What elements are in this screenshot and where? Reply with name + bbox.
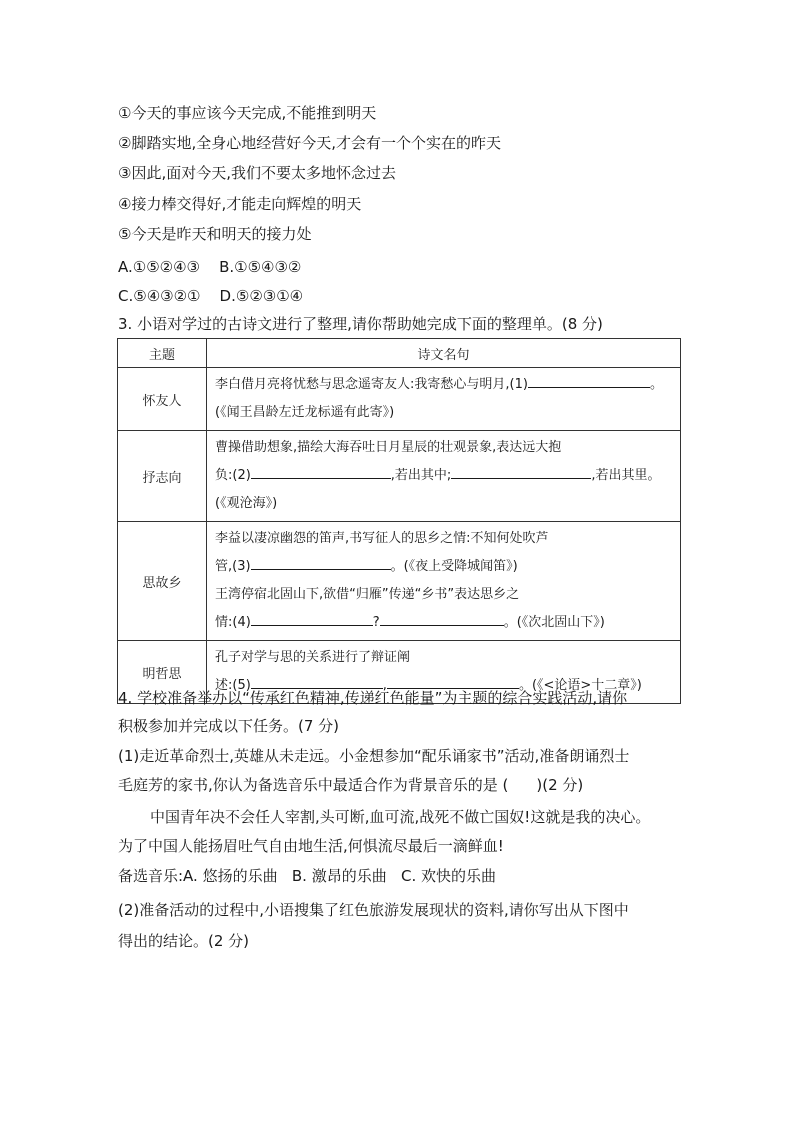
source: (《观沧海》) xyxy=(215,496,278,511)
content-cell xyxy=(207,431,681,522)
text: ,若出其中; xyxy=(390,468,452,483)
text: 王湾停宿北固山下,欲借“归雁”传递“乡书”表达思乡之 xyxy=(215,587,520,602)
order-item-2: ②脚踏实地,全身心地经营好今天,才会有一个个实在的昨天 xyxy=(118,134,501,152)
text: 。 xyxy=(649,377,663,392)
topic-cell: 抒志向 xyxy=(118,431,207,522)
text: 管,(3) xyxy=(215,559,251,574)
order-item-5: ⑤今天是昨天和明天的接力处 xyxy=(118,225,312,243)
content-cell xyxy=(207,522,681,641)
text: ? xyxy=(372,615,380,630)
letter-line-2: 为了中国人能扬眉吐气自由地生活,何惧流尽最后一滴鲜血! xyxy=(118,837,504,855)
q4-stem-2: 积极参加并完成以下任务。(7 分) xyxy=(118,717,340,735)
text: 。(《夜上受降城闻笛》) xyxy=(390,559,518,574)
blank-4a[interactable] xyxy=(251,610,373,626)
q3-stem: 3. 小语对学过的古诗文进行了整理,请你帮助她完成下面的整理单。(8 分) xyxy=(118,315,603,333)
blank-2b[interactable] xyxy=(451,463,591,479)
text: 李益以凄凉幽怨的笛声,书写征人的思乡之情:不知何处吹芦 xyxy=(215,531,549,546)
options-line-1: A.①⑤②④③ B.①⑤④③② xyxy=(118,258,302,276)
blank-3[interactable] xyxy=(251,554,391,570)
order-item-4: ④接力棒交得好,才能走向辉煌的明天 xyxy=(118,195,362,213)
header-topic: 主题 xyxy=(118,339,207,368)
order-item-3: ③因此,面对今天,我们不要太多地怀念过去 xyxy=(118,164,396,182)
blank-5a[interactable] xyxy=(251,673,383,689)
letter-line-1: 中国青年决不会任人宰割,头可断,血可流,战死不做亡国奴!这就是我的决心。 xyxy=(150,808,651,826)
blank-5b[interactable] xyxy=(387,673,519,689)
text: 。(《<论语>十二章》) xyxy=(518,678,642,693)
music-options: 备选音乐:A. 悠扬的乐曲 B. 激昂的乐曲 C. 欢快的乐曲 xyxy=(118,867,497,885)
text: 述:(5) xyxy=(215,678,251,693)
q4-stem-1: 4. 学校准备举办以“传承红色精神,传递红色能量”为主题的综合实践活动,请你 xyxy=(118,689,628,707)
text: 孔子对学与思的关系进行了辩证阐 xyxy=(215,650,411,665)
q4-part1-line2 xyxy=(118,775,583,795)
text: 曹操借助想象,描绘大海吞吐日月星辰的壮观景象,表达远大抱 xyxy=(215,440,562,455)
text: ,若出其里。 xyxy=(591,468,661,483)
options-line-2: C.⑤④③②① D.⑤②③①④ xyxy=(118,287,304,305)
order-item-1: ①今天的事应该今天完成,不能推到明天 xyxy=(118,104,377,122)
text: 毛庭芳的家书,你认为备选音乐中最适合作为背景音乐的是 ( xyxy=(118,776,509,794)
text: 负:(2) xyxy=(215,468,251,483)
text: 李白借月亮将忧愁与思念遥寄友人:我寄愁心与明月,(1) xyxy=(215,377,528,392)
q4-part1-line1: (1)走近革命烈士,英雄从未走远。小金想参加“配乐诵家书”活动,准备朗诵烈士 xyxy=(118,747,630,765)
blank-4b[interactable] xyxy=(380,610,504,626)
text: 。(《次北固山下》) xyxy=(503,615,605,630)
poem-table xyxy=(117,338,681,704)
text: )(2 分) xyxy=(536,776,584,794)
source: (《闻王昌龄左迁龙标遥有此寄》) xyxy=(215,405,395,420)
topic-cell: 思故乡 xyxy=(118,522,207,641)
topic-cell: 明哲思 xyxy=(118,641,207,704)
text: 情:(4) xyxy=(215,615,251,630)
q4-part2-line2: 得出的结论。(2 分) xyxy=(118,932,250,950)
topic-cell: 怀友人 xyxy=(118,368,207,431)
blank-2a[interactable] xyxy=(251,463,391,479)
text: , xyxy=(382,678,387,693)
q4-part2-line1: (2)准备活动的过程中,小语搜集了红色旅游发展现状的资料,请你写出从下图中 xyxy=(118,901,629,919)
header-content: 诗文名句 xyxy=(207,339,681,368)
content-cell xyxy=(207,368,681,431)
blank-1[interactable] xyxy=(528,372,650,388)
